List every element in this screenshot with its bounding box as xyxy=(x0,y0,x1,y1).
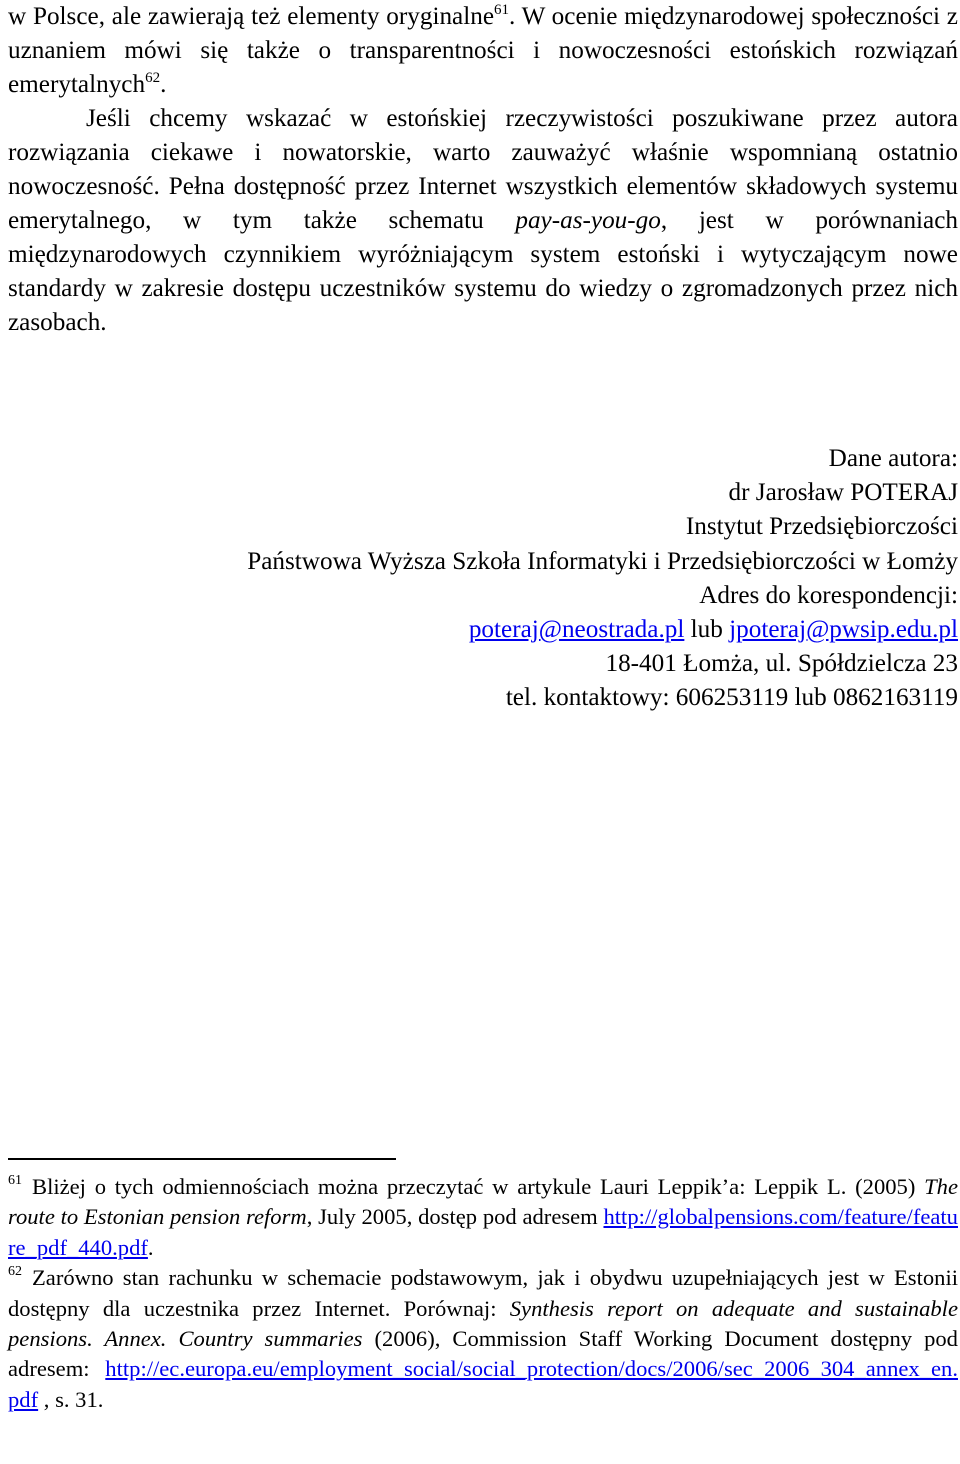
author-info xyxy=(8,442,958,716)
email-link-1[interactable]: poteraj@neostrada.pl xyxy=(468,616,685,644)
footnote-ref-62[interactable]: 62 xyxy=(145,70,161,86)
paragraph-1 xyxy=(8,0,958,102)
address-label: Adres do korespondencji: xyxy=(699,581,958,609)
author-school: Państwowa Wyższa Szkoła Informatyki i Przedsiębiorczości w Łomży xyxy=(247,547,958,575)
footnote-end: . xyxy=(147,1234,154,1260)
footnote-ref-61[interactable]: 61 xyxy=(494,2,509,18)
email-link-2[interactable]: jpoteraj@pwsip.edu.pl xyxy=(729,616,958,644)
footnote-number: 61 xyxy=(8,1173,22,1188)
email-line xyxy=(8,613,958,647)
author-phone: tel. kontaktowy: 606253119 lub 0862163119 xyxy=(505,684,958,712)
footnote-62 xyxy=(8,1263,958,1415)
paragraph-1-text: w Polsce, ale zawierają też elementy oryginalne xyxy=(8,3,494,30)
footnote-italic: Synthesis report on adequate and sustainable pensions. Annex. Country summaries xyxy=(8,1295,958,1352)
footnote-61 xyxy=(8,1172,958,1263)
paragraph-1-text-cont: . W ocenie międzynarodowej społeczności z uznaniem mówi się także o transparentności i nowoczesności estońskich rozwiązań emerytalnych xyxy=(8,3,958,98)
paragraph-2 xyxy=(8,102,958,340)
email-separator: lub xyxy=(684,616,730,644)
paragraph-2-text-cont: , jest w porównaniach międzynarodowych czynnikiem wyróżniającym system estoński i wytyczającym nowe standardy w zakresie dostępu uczestników systemu do wiedzy o zgromadzonych przez nich zasobach. xyxy=(8,207,958,336)
footnote-text: Bliżej o tych odmiennościach można przeczytać w artykule Lauri Leppik’a: Leppik L. (2005) xyxy=(32,1174,925,1199)
footnote-italic: The route to Estonian pension reform xyxy=(8,1174,958,1230)
footnote-text-cont: , July 2005, dostęp pod adresem xyxy=(306,1204,604,1230)
paragraph-1-end: . xyxy=(160,71,167,98)
author-street: 18-401 Łomża, ul. Spółdzielcza 23 xyxy=(605,650,958,678)
footnotes xyxy=(8,1172,958,1415)
author-institute: Instytut Przedsiębiorczości xyxy=(685,513,958,541)
main-text xyxy=(8,0,958,340)
footnote-end: , s. 31. xyxy=(38,1386,104,1412)
footnote-text: Zarówno stan rachunku w schemacie podstawowym, jak i obydwu uzupełniających jest w Estonii dostępny dla uczestnika przez Internet. Porównaj: xyxy=(8,1265,958,1321)
footnote-text-cont: (2006), Commission Staff Working Document dostępny pod adresem: xyxy=(8,1326,958,1382)
footnote-number: 62 xyxy=(8,1264,22,1280)
footnote-link[interactable]: http://globalpensions.com/feature/feature_pdf_440.pdf xyxy=(8,1204,958,1260)
author-heading: Dane autora: xyxy=(828,445,958,472)
footnote-separator xyxy=(8,1158,396,1160)
paragraph-2-italic: pay-as-you-go xyxy=(515,207,661,234)
author-name: dr Jarosław POTERAJ xyxy=(728,479,958,507)
footnote-link[interactable]: http://ec.europa.eu/employment_social/social_protection/docs/2006/sec_2006_304_annex_en.pdf xyxy=(8,1356,958,1412)
paragraph-2-text: Jeśli chcemy wskazać w estońskiej rzeczywistości poszukiwane przez autora rozwiązania ciekawe i nowatorskie, warto zauważyć właśnie wspomnianą ostatnio nowoczesność. Pełna dostępność przez Internet wszystkich elementów składowych systemu emerytalnego, w tym także schematu xyxy=(8,105,958,234)
